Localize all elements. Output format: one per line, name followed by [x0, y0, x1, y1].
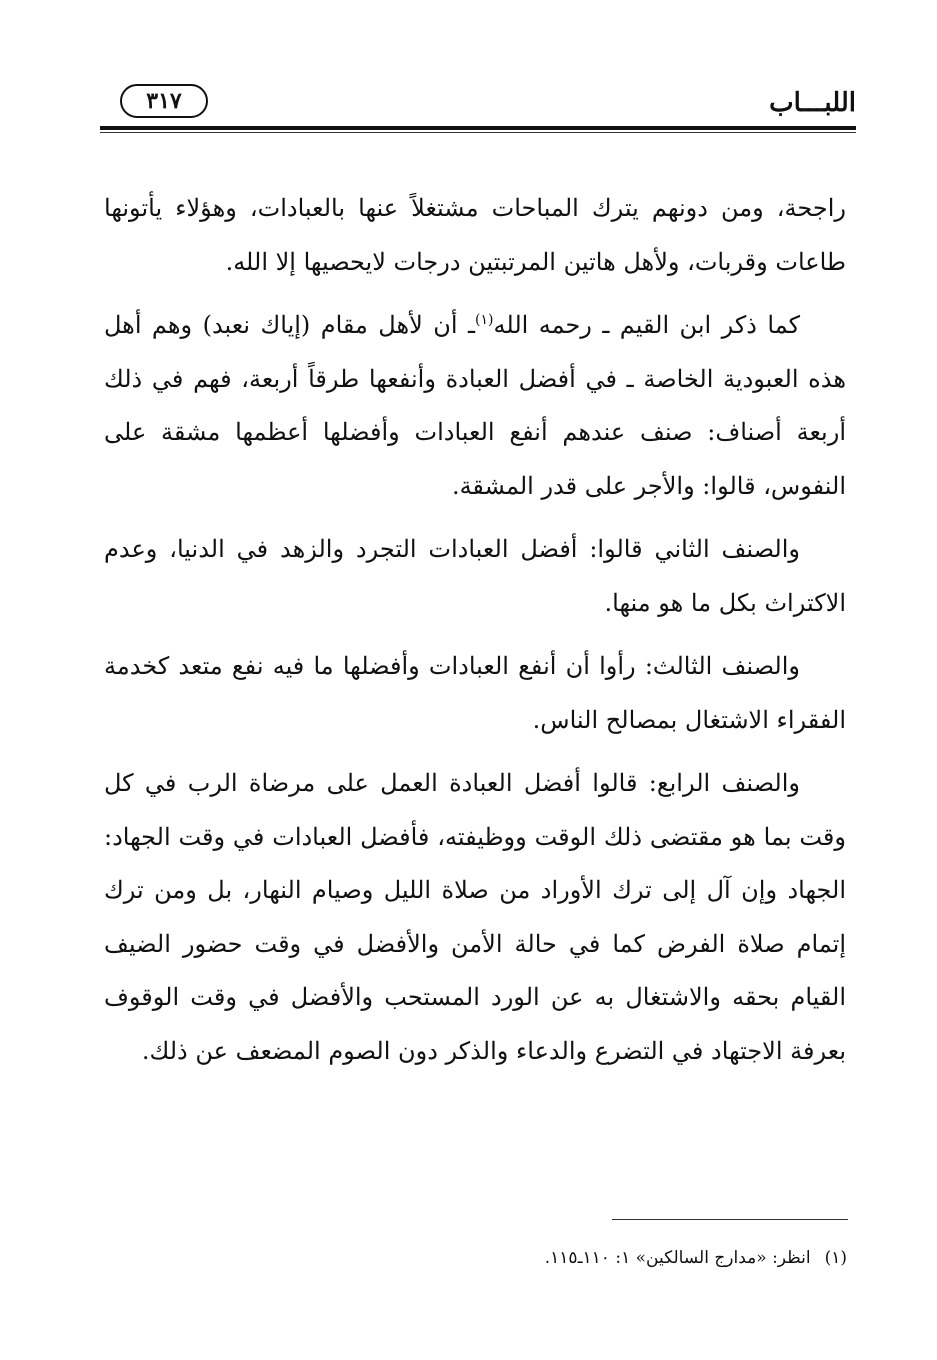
paragraph-2	[104, 299, 846, 513]
paragraph-4: والصنف الثالث: رأوا أن أنفع العبادات وأفضلها ما فيه نفع متعد كخدمة الفقراء الاشتغال بمصالح الناس.	[104, 652, 846, 734]
page-number: ٣١٧	[120, 84, 208, 118]
footnote	[347, 1248, 847, 1268]
page-header	[100, 78, 856, 130]
header-rule	[100, 126, 856, 130]
header-rule-thin	[100, 132, 856, 133]
paragraph-3: والصنف الثاني قالوا: أفضل العبادات التجرد والزهد في الدنيا، وعدم الاكتراث بكل ما هو منها.	[104, 535, 846, 617]
footnote-number: (١)	[824, 1248, 847, 1268]
paragraph-2-start: كما ذكر ابن القيم ـ رحمه الله	[493, 311, 801, 339]
paragraph-5: والصنف الرابع: قالوا أفضل العبادة العمل على مرضاة الرب في كل وقت بما هو مقتضى ذلك الوقت ووظيفته، فأفضل العبادات في وقت الجهاد: الجهاد وإن آل إلى ترك الأوراد من صلاة الليل وصيام النهار، بل ومن ترك إتمام صلاة الفرض كما في حالة الأمن والأفضل في وقت حضور الضيف القيام بحقه والاشتغال به عن الورد المستحب والأفضل في وقت الوقوف بعرفة الاجتهاد في التضرع والدعاء والذكر دون الصوم المضعف عن ذلك.	[104, 769, 846, 1065]
running-title: اللبـــاب	[769, 88, 856, 118]
footnote-text: انظر: «مدارج السالكين» ١: ١١٠ـ١١٥.	[544, 1248, 811, 1268]
footnote-reference: (١)	[475, 312, 494, 328]
paragraph-2-rest: ـ أن لأهل مقام (إياك نعبد) وهم أهل هذه العبودية الخاصة ـ في أفضل العبادة وأنفعها طرقاً أربعة، فهم في ذلك أربعة أصناف: صنف عندهم أنفع العبادات وأفضلها أعظمها مشقة على النفوس، قالوا: والأجر على قدر المشقة.	[104, 311, 846, 500]
footnote-separator	[612, 1219, 848, 1220]
paragraph-1: راجحة، ومن دونهم يترك المباحات مشتغلاً عنها بالعبادات، وهؤلاء يأتونها طاعات وقربات، ولأهل هاتين المرتبتين درجات لايحصيها إلا الله.	[104, 194, 846, 276]
body-text	[104, 182, 846, 1078]
